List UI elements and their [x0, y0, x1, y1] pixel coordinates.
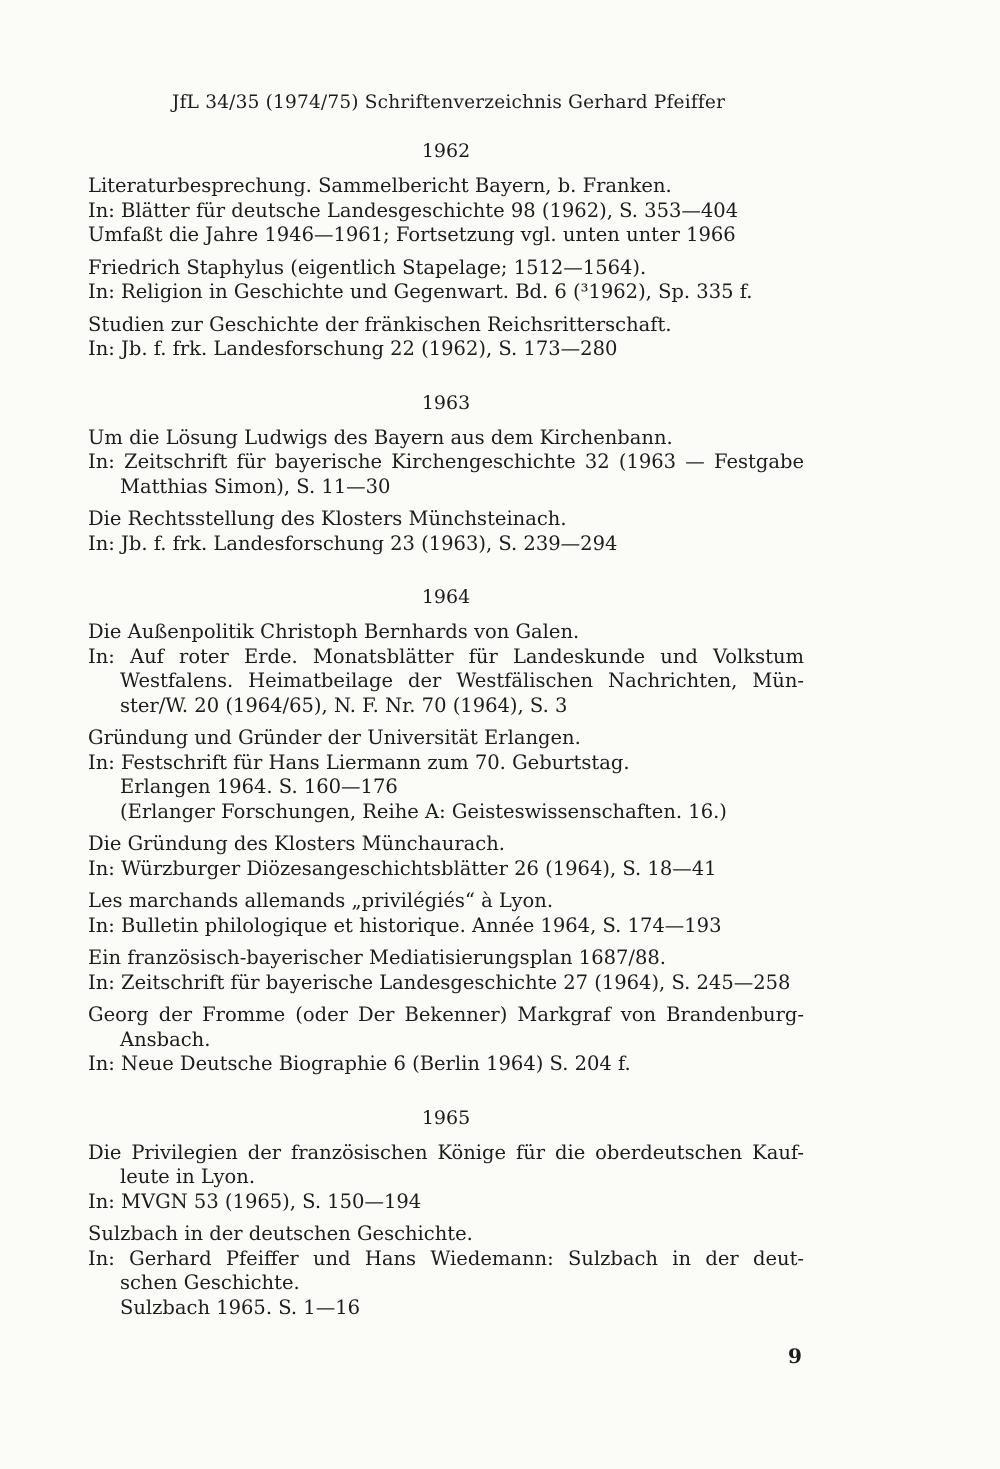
entry-title: Friedrich Staphylus (eigentlich Stapelage; 1512—1564). — [88, 255, 647, 279]
entry-note: Umfaßt die Jahre 1946—1961; Fortsetzung vgl. unten unter 1966 — [88, 223, 736, 246]
entry-source: In: Neue Deutsche Biographie 6 (Berlin 1964) S. 204 f. — [88, 1052, 631, 1075]
entry-source-continued: Westfalens. Heimatbeilage der Westfälischen Nachrichten, Mün- — [120, 669, 804, 692]
bibliography-entry — [88, 313, 804, 362]
entry-source: In: Auf roter Erde. Monatsblätter für Landeskunde und Volkstum — [88, 644, 804, 668]
entry-title: Die Gründung des Klosters Münchaurach. — [88, 832, 505, 855]
entry-title: Die Rechtsstellung des Klosters Münchsteinach. — [88, 507, 567, 530]
year-heading: 1964 — [421, 586, 471, 608]
bibliography-entry — [88, 174, 804, 248]
entry-source: In: Gerhard Pfeiffer und Hans Wiedemann: Sulzbach in der deut- — [88, 1246, 804, 1270]
bibliography-entry — [88, 426, 804, 500]
year-heading: 1965 — [421, 1106, 471, 1129]
bibliography-entry — [88, 1222, 804, 1320]
entry-series: (Erlanger Forschungen, Reihe A: Geisteswissenschaften. 16.) — [120, 799, 727, 823]
bibliography-entry — [88, 620, 804, 718]
bibliography-entry — [88, 1003, 804, 1077]
year-heading: 1963 — [421, 391, 471, 414]
entry-title-continued: leute in Lyon. — [120, 1165, 256, 1188]
year-section-1963 — [88, 390, 804, 557]
entry-source: In: Würzburger Diözesangeschichtsblätter 26 (1964), S. 18—41 — [88, 856, 717, 880]
bibliography-entry — [88, 832, 804, 881]
running-header: JfL 34/35 (1974/75) Schriftenverzeichnis Gerhard Pfeiffer — [172, 92, 726, 113]
entry-title: Studien zur Geschichte der fränkischen Reichsritterschaft. — [88, 312, 672, 336]
entry-source: In: Festschrift für Hans Liermann zum 70. Geburtstag. — [88, 750, 630, 774]
entry-source-continued: Erlangen 1964. S. 160—176 — [120, 775, 398, 798]
entry-source-continued: Matthias Simon), S. 11—30 — [120, 474, 391, 498]
bibliography-entry — [88, 507, 804, 556]
year-heading: 1962 — [421, 140, 471, 162]
entry-source: In: Zeitschrift für bayerische Kirchengeschichte 32 (1963 — Festgabe — [88, 450, 804, 473]
bibliography-entry — [88, 256, 804, 305]
entry-source: In: Zeitschrift für bayerische Landesgeschichte 27 (1964), S. 245—258 — [88, 970, 791, 994]
bibliography — [88, 138, 804, 1328]
entry-source-continued: Sulzbach 1965. S. 1—16 — [120, 1295, 361, 1319]
year-section-1965 — [88, 1105, 804, 1321]
entry-source: In: MVGN 53 (1965), S. 150—194 — [88, 1189, 422, 1213]
entry-source: In: Jb. f. frk. Landesforschung 23 (1963), S. 239—294 — [88, 531, 618, 555]
entry-title: Sulzbach in der deutschen Geschichte. — [88, 1222, 473, 1245]
entry-source: In: Bulletin philologique et historique. Année 1964, S. 174—193 — [88, 913, 722, 937]
entry-title: Ein französisch-bayerischer Mediatisierungsplan 1687/88. — [88, 946, 667, 969]
year-section-1962 — [88, 138, 804, 362]
bibliography-entry — [88, 946, 804, 995]
entry-source-continued: ster/W. 20 (1964/65), N. F. Nr. 70 (1964), S. 3 — [120, 693, 568, 717]
bibliography-entry — [88, 726, 804, 824]
entry-title: Gründung und Gründer der Universität Erlangen. — [88, 726, 581, 749]
entry-title: Literaturbesprechung. Sammelbericht Bayern, b. Franken. — [88, 174, 672, 197]
bibliography-entry — [88, 889, 804, 938]
entry-source-continued: schen Geschichte. — [120, 1271, 300, 1294]
entry-title: Die Privilegien der französischen Könige für die oberdeutschen Kauf- — [88, 1140, 804, 1164]
entry-title: Um die Lösung Ludwigs des Bayern aus dem Kirchenbann. — [88, 425, 673, 449]
entry-title: Die Außenpolitik Christoph Bernhards von Galen. — [88, 620, 580, 643]
entry-title: Georg der Fromme (oder Der Bekenner) Markgraf von Brandenburg- — [88, 1003, 804, 1026]
entry-title-continued: Ansbach. — [120, 1027, 211, 1051]
entry-source: In: Blätter für deutsche Landesgeschichte 98 (1962), S. 353—404 — [88, 198, 739, 222]
bibliography-entry — [88, 1141, 804, 1215]
entry-source: In: Jb. f. frk. Landesforschung 22 (1962), S. 173—280 — [88, 337, 618, 360]
entry-title: Les marchands allemands „privilégiés“ à Lyon. — [88, 889, 554, 912]
page-number: 9 — [788, 1344, 802, 1368]
year-section-1964 — [88, 584, 804, 1077]
entry-source: In: Religion in Geschichte und Gegenwart. Bd. 6 (³1962), Sp. 335 f. — [88, 280, 753, 303]
